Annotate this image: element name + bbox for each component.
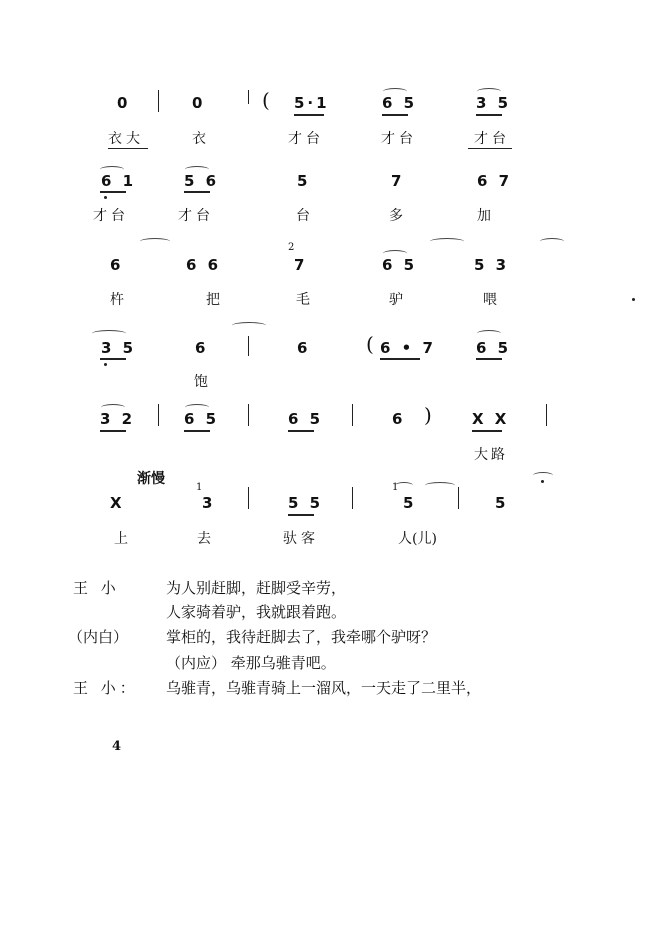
lyric: 衣大 bbox=[108, 131, 144, 147]
slur bbox=[430, 238, 464, 245]
lyric: 去 bbox=[197, 531, 211, 547]
note: 6 bbox=[195, 339, 209, 357]
lyric: 才台 bbox=[93, 208, 129, 224]
note: 5 6 bbox=[184, 172, 220, 190]
barline bbox=[248, 336, 249, 356]
lyric: 台 bbox=[296, 208, 310, 224]
note: 0 bbox=[192, 94, 206, 112]
barline bbox=[546, 404, 547, 426]
note: 6 bbox=[110, 256, 124, 274]
note: 3 2 bbox=[100, 410, 136, 428]
fermata bbox=[533, 472, 553, 479]
speaker: 王 小 bbox=[73, 579, 120, 597]
barline bbox=[458, 487, 459, 509]
grace-note: 2 bbox=[288, 242, 295, 253]
tempo-mark: 渐慢 bbox=[137, 471, 165, 487]
underline bbox=[288, 514, 314, 516]
note: 3 5 bbox=[101, 339, 137, 357]
lyric: 毛 bbox=[296, 292, 310, 308]
lyric: 多 bbox=[389, 208, 403, 224]
note: 5 5 bbox=[288, 494, 324, 512]
note: 6 5 bbox=[288, 410, 324, 428]
bracket: ( bbox=[366, 332, 374, 356]
slur bbox=[140, 238, 170, 245]
underline bbox=[476, 358, 502, 360]
dialogue-line: 人家骑着驴，我就跟着跑。 bbox=[166, 603, 347, 621]
barline bbox=[158, 404, 159, 426]
lyric: 才台 bbox=[178, 208, 214, 224]
lyric: 驮客 bbox=[283, 531, 319, 547]
slur bbox=[232, 322, 266, 329]
barline bbox=[352, 487, 353, 509]
page-number: 4 bbox=[112, 739, 122, 754]
lyric: 杵 bbox=[110, 292, 124, 308]
underline bbox=[100, 430, 126, 432]
note: 6 5 bbox=[382, 256, 418, 274]
underline bbox=[184, 430, 210, 432]
note: 6 bbox=[392, 410, 406, 428]
note: 0 bbox=[117, 94, 131, 112]
lyric: 大路 bbox=[474, 447, 508, 463]
note: 7 bbox=[294, 256, 308, 274]
underline bbox=[382, 114, 408, 116]
lyric: 才台 bbox=[474, 131, 510, 147]
note: 6 5 bbox=[476, 339, 512, 357]
note: 6 1 bbox=[101, 172, 137, 190]
fermata-dot bbox=[541, 480, 544, 483]
lyric: 衣 bbox=[192, 131, 206, 147]
dialogue-line: （内应） 牵那乌骓青吧。 bbox=[166, 654, 336, 672]
note: 6 5 bbox=[382, 94, 418, 112]
note: 6 7 bbox=[477, 172, 513, 190]
note: 5 3 bbox=[474, 256, 510, 274]
lyric: 人(儿) bbox=[398, 531, 437, 547]
note: 3 5 bbox=[476, 94, 512, 112]
low-dot bbox=[104, 196, 107, 199]
speaker: 王 小： bbox=[73, 679, 139, 697]
barline bbox=[158, 90, 159, 112]
barline bbox=[248, 90, 249, 104]
underline bbox=[100, 191, 126, 193]
dialogue-line: 掌柜的，我待赶脚去了，我牵哪个驴呀？ bbox=[166, 628, 437, 646]
bracket: ( bbox=[262, 88, 270, 112]
note: 5 bbox=[403, 494, 417, 512]
slur bbox=[477, 330, 501, 337]
slur bbox=[540, 238, 564, 245]
note: 6 5 bbox=[184, 410, 220, 428]
lyric: 加 bbox=[477, 208, 491, 224]
underline bbox=[380, 358, 420, 360]
lyric: 上 bbox=[114, 531, 128, 547]
lyric: 才台 bbox=[381, 131, 417, 147]
slur bbox=[425, 482, 455, 489]
note: 3 bbox=[202, 494, 216, 512]
lyric: 把 bbox=[206, 292, 220, 308]
grace-note: 1 bbox=[196, 482, 203, 493]
dialogue-line: 为人别赶脚，赶脚受辛劳， bbox=[166, 579, 347, 597]
underline bbox=[468, 148, 512, 149]
lyric: 饱 bbox=[194, 374, 208, 390]
underline bbox=[294, 114, 324, 116]
underline bbox=[108, 148, 148, 149]
dialogue-line: 乌骓青，乌骓青骑上一溜风，一天走了二里半， bbox=[166, 679, 482, 697]
underline bbox=[184, 191, 210, 193]
bracket: ) bbox=[424, 403, 432, 427]
low-dot bbox=[104, 363, 107, 366]
speaker: （内白） bbox=[68, 628, 129, 646]
lyric: 才台 bbox=[288, 131, 324, 147]
note: X X bbox=[472, 410, 510, 428]
lyric: 喂 bbox=[483, 292, 497, 308]
note: 5 bbox=[495, 494, 509, 512]
barline bbox=[248, 487, 249, 509]
note: 6 bbox=[297, 339, 311, 357]
underline bbox=[476, 114, 502, 116]
note: 5·1 bbox=[294, 94, 330, 112]
note: 6 • 7 bbox=[380, 339, 436, 357]
slur bbox=[92, 330, 126, 337]
note: X bbox=[110, 494, 125, 512]
note: 6 6 bbox=[186, 256, 222, 274]
note: 7 bbox=[391, 172, 405, 190]
barline bbox=[352, 404, 353, 426]
grace-note: 1 bbox=[392, 482, 399, 493]
lyric: 驴 bbox=[389, 292, 403, 308]
underline bbox=[472, 430, 502, 432]
stray-dot bbox=[632, 298, 635, 301]
note: 5 bbox=[297, 172, 311, 190]
barline bbox=[248, 404, 249, 426]
underline bbox=[100, 358, 126, 360]
underline bbox=[288, 430, 314, 432]
